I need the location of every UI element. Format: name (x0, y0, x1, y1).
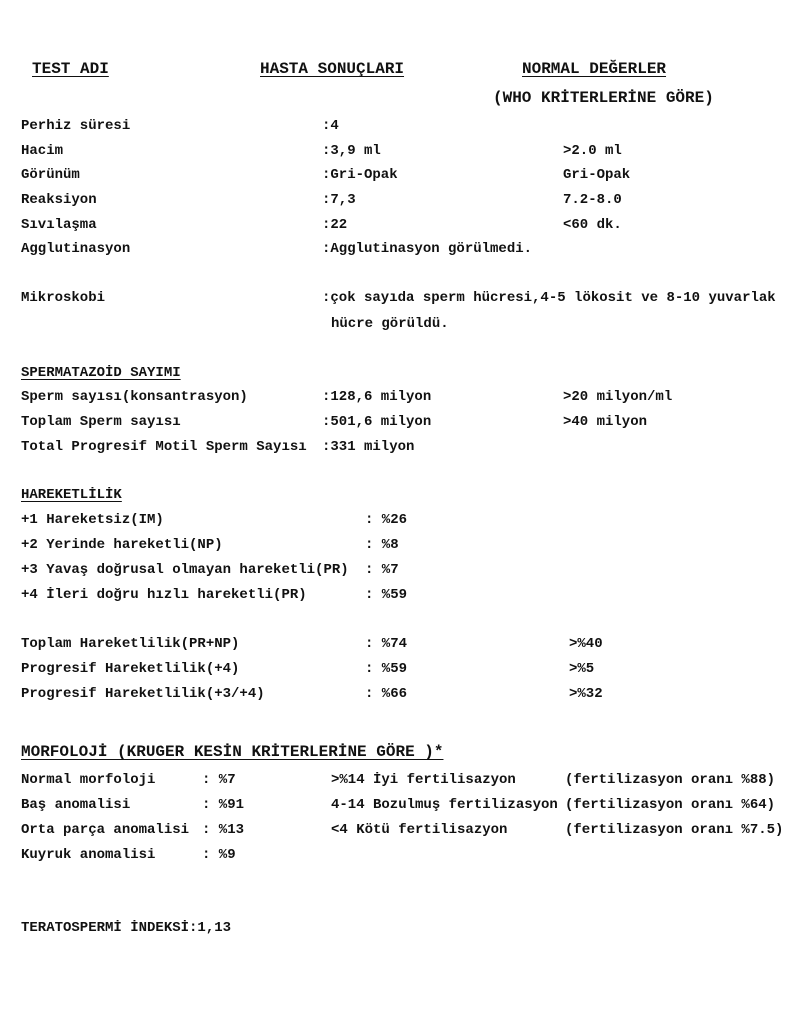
general-value: :4 (322, 118, 339, 134)
microscopy-label: Mikroskobi (21, 290, 106, 306)
general-value: :3,9 ml (322, 143, 381, 159)
morphology-title (21, 744, 443, 760)
general-label: Agglutinasyon (21, 241, 131, 257)
motility-total-label: Toplam Hareketlilik(PR+NP) (21, 636, 240, 652)
general-value: :Gri-Opak (322, 167, 398, 183)
motility-label: +3 Yavaş doğrusal olmayan hareketli(PR) (21, 562, 349, 578)
general-label: Perhiz süresi (21, 118, 131, 134)
motility-label: +1 Hareketsiz(IM) (21, 512, 164, 528)
general-label: Reaksiyon (21, 192, 97, 208)
motility-total-value: : %74 (365, 636, 408, 652)
motility-total-normal: >%32 (569, 686, 603, 702)
microscopy-value-line1: :çok sayıda sperm hücresi,4-5 lökosit ve 8-10 yuvarlak (322, 290, 776, 306)
motility-total-normal: >%5 (569, 661, 595, 677)
morphology-label: Orta parça anomalisi (21, 822, 190, 838)
motility-value: : %59 (365, 587, 408, 603)
general-normal: 7.2-8.0 (563, 192, 622, 208)
morphology-value: : %13 (202, 822, 245, 838)
motility-label: +4 İleri doğru hızlı hareketli(PR) (21, 587, 307, 603)
morphology-rate: (fertilizasyon oranı %64) (565, 797, 776, 813)
morphology-rate: (fertilizasyon oranı %88) (565, 772, 776, 788)
header-patient-results: HASTA SONUÇLARI (260, 60, 405, 78)
general-label: Görünüm (21, 167, 80, 183)
general-normal: <60 dk. (563, 217, 622, 233)
motility-title: HAREKETLİLİK (21, 487, 122, 503)
header-test-name: TEST ADI (32, 60, 109, 78)
count-label: Total Progresif Motil Sperm Sayısı (21, 439, 307, 455)
motility-value: : %7 (365, 562, 399, 578)
count-label: Sperm sayısı(konsantrasyon) (21, 389, 248, 405)
morphology-value: : %9 (202, 847, 236, 863)
morphology-rate: (fertilizasyon oranı %7.5) (565, 822, 784, 838)
morphology-criteria: <4 Kötü fertilisazyon (331, 822, 508, 838)
general-value: :7,3 (322, 192, 356, 208)
general-label: Sıvılaşma (21, 217, 97, 233)
general-normal: Gri-Opak (563, 167, 631, 183)
morphology-label: Normal morfoloji (21, 772, 156, 788)
morphology-criteria: >%14 İyi fertilisazyon (331, 772, 516, 788)
motility-total-value: : %66 (365, 686, 408, 702)
morphology-criteria: 4-14 Bozulmuş fertilizasyon (331, 797, 558, 813)
microscopy-value-line2: hücre görüldü. (331, 316, 449, 332)
motility-value: : %8 (365, 537, 399, 553)
morphology-label: Baş anomalisi (21, 797, 131, 813)
morphology-label: Kuyruk anomalisi (21, 847, 156, 863)
motility-value: : %26 (365, 512, 408, 528)
general-value: :Agglutinasyon görülmedi. (322, 241, 533, 257)
general-label: Hacim (21, 143, 64, 159)
morphology-value: : %7 (202, 772, 236, 788)
count-value: :128,6 milyon (322, 389, 432, 405)
motility-total-value: : %59 (365, 661, 408, 677)
motility-total-label: Progresif Hareketlilik(+3/+4) (21, 686, 265, 702)
motility-total-label: Progresif Hareketlilik(+4) (21, 661, 240, 677)
count-normal: >20 milyon/ml (563, 389, 673, 405)
header-who-criteria: (WHO KRİTERLERİNE GÖRE) (493, 89, 714, 107)
motility-label: +2 Yerinde hareketli(NP) (21, 537, 223, 553)
general-normal: >2.0 ml (563, 143, 622, 159)
count-title: SPERMATAZOİD SAYIMI (21, 365, 181, 381)
header-normal-values: NORMAL DEĞERLER (522, 60, 667, 78)
count-label: Toplam Sperm sayısı (21, 414, 181, 430)
motility-total-normal: >%40 (569, 636, 603, 652)
count-value: :331 milyon (322, 439, 415, 455)
count-normal: >40 milyon (563, 414, 648, 430)
count-value: :501,6 milyon (322, 414, 432, 430)
teratospermia-index: TERATOSPERMİ İNDEKSİ:1,13 (21, 920, 232, 936)
general-value: :22 (322, 217, 348, 233)
morphology-value: : %91 (202, 797, 245, 813)
morphology-title-text: MORFOLOJİ (KRUGER KESİN KRİTERLERİNE GÖRE )* (21, 743, 444, 761)
